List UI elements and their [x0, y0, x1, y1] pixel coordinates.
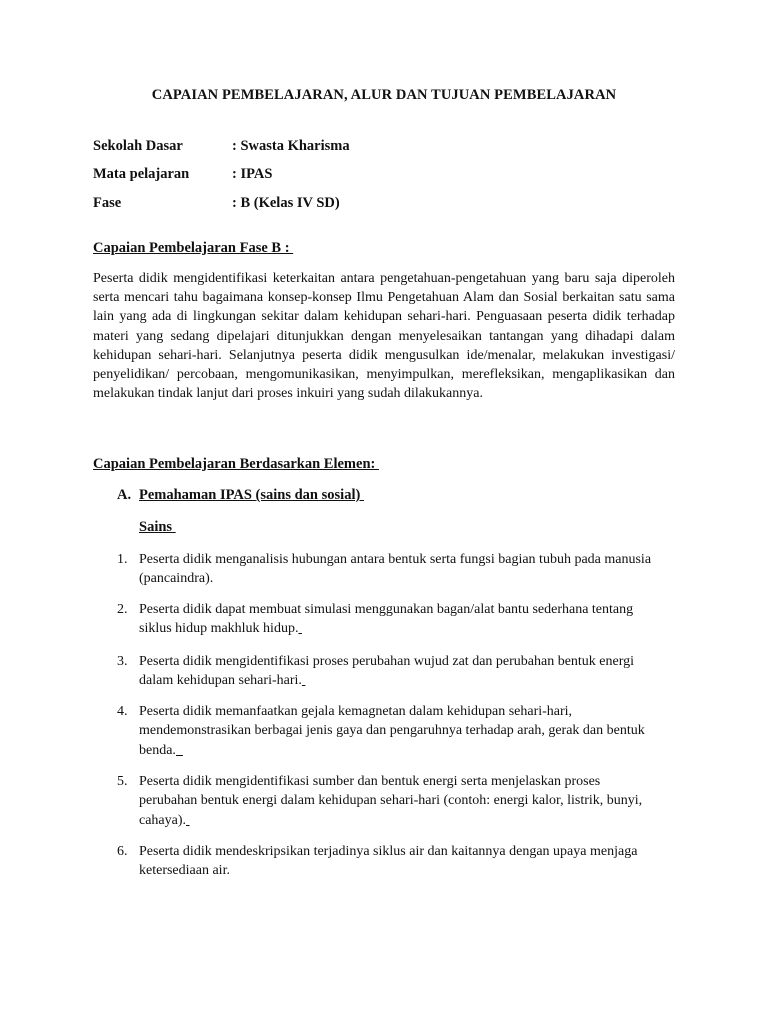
list-item-text: Peserta didik mengidentifikasi sumber dan bentuk energi serta menjelaskan proses perubahan bentuk energi dalam kehidupan sehari-hari (contoh: energi kalor, listrik, bunyi, cahaya). [139, 774, 643, 828]
info-value-phase: : B (Kelas IV SD) [232, 195, 340, 211]
list-item-text: Peserta didik memanfaatkan gejala kemagnetan dalam kehidupan sehari-hari, mendemonstrasikan berbagai jenis gaya dan pengaruhnya terhadap arah, gerak dan bentuk benda. [139, 704, 645, 758]
list-item-text: Peserta didik mendeskripsikan terjadinya siklus air dan kaitannya dengan upaya menjaga ketersediaan air. [139, 844, 638, 879]
list-item-number: 5. [117, 774, 128, 789]
list-item-number: 4. [117, 704, 128, 719]
info-label-school: Sekolah Dasar [93, 138, 183, 154]
list-item-number: 3. [117, 654, 128, 669]
list-item-number: 2. [117, 602, 128, 617]
info-label-subject: Mata pelajaran [93, 166, 190, 182]
list-item-text: Peserta didik dapat membuat simulasi menggunakan bagan/alat bantu sederhana tentang siklus hidup makhluk hidup. [139, 602, 634, 637]
cp-paragraph: Peserta didik mengidentifikasi keterkaitan antara pengetahuan-pengetahuan yang baru saja diperoleh serta mencari tahu bagaimana konsep-konsep Ilmu Pengetahuan Alam dan Sosial berkaitan satu sama lain yang ada di lingkungan sekitar dalam kehidupan sehari-hari. Penguasaan peserta didik terhadap materi yang sedang dipelajari ditunjukkan dengan menyelesaikan tantangan yang dihadapi dalam kehidupan sehari-hari. Selanjutnya peserta didik mengusulkan ide/menalar, melakukan investigasi/ penyelidikan/ percobaan, mengomunikasikan, menyimpulkan, merefleksikan, mengaplikasikan dan melakukan tindak lanjut dari proses inkuiri yang sudah dilakukannya. [93, 271, 675, 402]
list-item-text: Peserta didik menganalisis hubungan antara bentuk serta fungsi bagian tubuh pada manusia (pancaindra). [139, 552, 652, 587]
section-a-marker: A. [117, 487, 132, 503]
info-value-subject: : IPAS [232, 166, 273, 182]
list-item-text: Peserta didik mengidentifikasi proses perubahan wujud zat dan perubahan bentuk energi dalam kehidupan sehari-hari. [139, 654, 635, 689]
info-label-phase: Fase [93, 195, 122, 211]
section-a-title: Pemahaman IPAS (sains dan sosial) [139, 487, 364, 503]
list-item-number: 1. [117, 552, 128, 567]
list-item-number: 6. [117, 844, 128, 859]
sains-heading: Sains [139, 519, 176, 535]
cp-heading: Capaian Pembelajaran Fase B : [93, 240, 294, 256]
elemen-heading: Capaian Pembelajaran Berdasarkan Elemen: [93, 456, 379, 472]
info-value-school: : Swasta Kharisma [232, 138, 350, 154]
document-title: CAPAIAN PEMBELAJARAN, ALUR DAN TUJUAN PEMBELAJARAN [151, 87, 617, 103]
